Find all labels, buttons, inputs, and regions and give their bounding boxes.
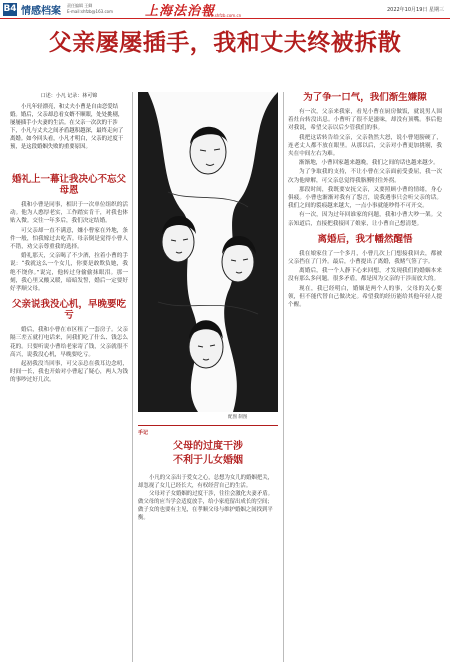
body-paragraph: 婚礼那天，父亲喝了不少酒，拉着小曹的手说：“我就这么一个女儿，你要是敢欺负她，我绝不饶你。”说完，他转过身偷偷抹眼泪。那一刻，我心里又酸又暖，暗暗发誓，婚后一定要好好孝顺父母。	[10, 253, 128, 293]
story-illustration	[138, 92, 278, 412]
column-divider	[132, 92, 133, 662]
editor-line: 责任编辑 王卿	[67, 3, 93, 8]
issue-date: 2022年10月19日 星期三	[386, 6, 444, 13]
newspaper-logo: 上海法治報	[145, 3, 216, 19]
section-subhead: 离婚后，我才幡然醒悟	[317, 233, 413, 245]
body-paragraph: 可父亲却一直不满意，嫌小曹家在外地，条件一般，怕我嫁过去吃苦。母亲倒是觉得小曹人不错，劝父亲尊重我的选择。	[10, 227, 128, 251]
illustration-drawing	[138, 92, 278, 412]
body-paragraph: 渐渐地，小曹回家越来越晚，我们之间的话也越来越少。	[299, 160, 439, 167]
body-paragraph: 为了争取我的支持，不让小曹在父亲面前受委屈，我一次次为他辩解，可父亲总觉得我胳膊肘往外拐。	[288, 169, 442, 184]
body-paragraph: 婚后，我和小曹在市区租了一套房子。父亲隔三差五就打电话来，问我们吃了什么、钱怎么花的。只要听说小曹给老家寄了钱，父亲就很不高兴，说我没心机，早晚要吃亏。	[10, 327, 128, 358]
sidebar-paragraph: 父母对子女婚姻的过度干涉，往往会激化夫妻矛盾。做父母的应当学会适度放手，给小家庭留出成长的空间；做子女的也要有主见，在孝顺父母与维护婚姻之间找到平衡。	[138, 491, 273, 522]
body-paragraph: 我和小曹是同事，相识于一次单位组织的活动。他为人憨厚老实，工作踏实肯干，对我也体贴入微。交往一年多后，我们决定结婚。	[10, 202, 128, 225]
section-subhead: 父亲说我没心机，早晚要吃亏	[11, 299, 126, 322]
section-name: 情感档案	[21, 5, 61, 17]
body-paragraph: 有一次，因为过年回谁家的问题，我和小曹大吵一架。父亲知道后，直接把我接回了娘家，让小曹自己想清楚。	[288, 212, 442, 227]
page-number: B4	[3, 4, 17, 14]
body-paragraph: 有一次，父亲来我家，看见小曹在厨房做饭，就说男人围着灶台转没出息。小曹听了很不是滋味，却没有顶嘴。事后他对我说，希望父亲以后少管我们的事。	[288, 109, 442, 132]
editor-info	[67, 3, 113, 15]
intro-block	[10, 92, 128, 151]
body-paragraph: 那段时间，我既要安抚父亲，又要照顾小曹的情绪，身心俱疲。小曹也渐渐对我有了怨言，说我遇事只会听父亲的话。我们之间的裂痕越来越大，一点小事就能吵得不可开交。	[288, 186, 442, 210]
left-column	[10, 168, 128, 662]
column-divider	[283, 92, 284, 662]
body-paragraph: 我在娘家住了一个多月，小曹几次上门想接我回去，都被父亲挡在了门外。最后，小曹提出了离婚，我赌气签了字。	[288, 250, 442, 266]
body-paragraph: 我把这话转告给父亲，父亲勃然大怒，说小曹翅膀硬了，连老丈人都不放在眼里。从那以后，父亲对小曹更加挑剔，我夹在中间左右为难。	[288, 134, 442, 158]
commentary-sidebar	[138, 425, 278, 661]
section-subhead: 为了争一口气，我们渐生嫌隙	[303, 92, 427, 103]
body-paragraph: 起初我没当回事，可父亲总在我耳边念叨，时间一长，我也开始对小曹起了疑心，两人为钱的事吵过好几次。	[10, 361, 128, 384]
illustration-credit: 配图 制图	[228, 415, 248, 420]
body-paragraph: 离婚后，我一个人静下心来回想，才发现我们的婚姻本来没有那么多问题。很多矛盾，都是因为父亲的干涉而放大的。	[288, 268, 442, 283]
page-masthead	[0, 0, 450, 19]
section-subhead: 婚礼上一幕让我决心不忘父母恩	[11, 174, 126, 196]
sidebar-text	[138, 474, 278, 523]
newspaper-url: www.shfzb.com.cn	[204, 13, 242, 18]
sidebar-kicker: 手记	[138, 430, 149, 436]
intro-text: 小凡年轻漂亮，和丈夫小曹是自由恋爱结婚。婚后，父亲却总看女婿不顺眼，处处挑剔，屡屡插手小夫妻的生活。在父亲一次次的干涉下，小凡与丈夫之间矛盾越积越深，最终走向了离婚。如今回头看，小凡才明白，父亲的过度干预，是这段婚姻失败的重要原因。	[10, 104, 124, 150]
email-line: E-mail:shfzb@163.com	[67, 9, 114, 14]
right-column	[288, 92, 442, 662]
body-paragraph: 现在，我已经明白，婚姻是两个人的事，父母的关心要领，但不能代替自己做决定。希望我的经历能给其他年轻人提个醒。	[288, 285, 442, 309]
byline: 口述：小凡 记录：林可锦	[40, 93, 98, 99]
sidebar-paragraph: 小凡的父亲出于爱女之心，总想为女儿的婚姻把关，却忽视了女儿已经长大，有权经营自己的生活。	[138, 475, 273, 490]
page-headline: 父亲屡屡插手，我和丈夫终被拆散	[48, 30, 402, 56]
sidebar-title: 父母的过度干涉 不利于儿女婚姻	[173, 441, 243, 466]
